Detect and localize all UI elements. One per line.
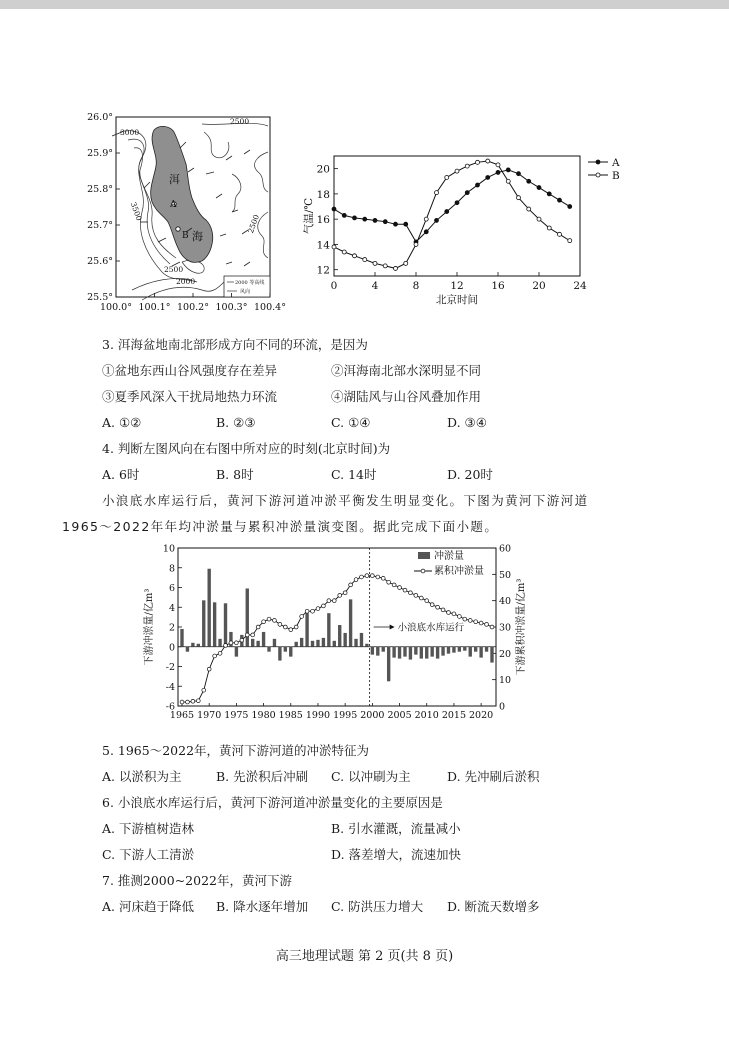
y-tick-label: 14 <box>316 239 330 252</box>
q6-option-d[interactable]: D. 落差增大，流速加快 <box>331 847 462 862</box>
cumulative-point <box>327 599 331 603</box>
legend-bar-swatch <box>418 552 430 559</box>
bar-1965 <box>180 629 183 647</box>
q3-item-3: ③夏季风深入干扰局地热力环流 <box>102 389 278 404</box>
data-point-b <box>568 239 572 243</box>
data-point-a <box>394 222 398 226</box>
cumulative-point <box>332 599 336 603</box>
bar-1966 <box>186 647 189 652</box>
annotation-label: 小浪底水库运行 <box>397 622 465 634</box>
legend-marker-a <box>596 160 600 164</box>
cumulative-point <box>419 596 423 600</box>
y2-axis-label: 下游累积冲淤量/亿m³ <box>516 578 527 676</box>
contour-label: 3500 <box>128 200 144 222</box>
cumulative-point <box>457 615 461 619</box>
lat-tick-label: 26.0° <box>87 112 113 123</box>
y-axis-label: 气温/℃ <box>303 197 315 235</box>
cumulative-point <box>376 575 380 579</box>
data-point-a <box>363 217 367 221</box>
data-point-a <box>445 210 449 214</box>
bar-1990 <box>316 640 319 647</box>
q7-stem: 7. 推测2000~2022年，黄河下游 <box>102 873 292 888</box>
q3-item-4: ④湖陆风与山谷风叠加作用 <box>331 389 482 404</box>
data-point-b <box>435 191 439 195</box>
cumulative-point <box>289 628 293 632</box>
bar-1986 <box>295 642 298 647</box>
bar-1979 <box>256 641 259 647</box>
bar-1980 <box>262 632 265 647</box>
q3-option-b[interactable]: B. ②③ <box>216 415 256 430</box>
cumulative-point <box>447 611 451 615</box>
cumulative-point <box>485 622 489 626</box>
cumulative-point <box>180 700 184 704</box>
cumulative-point <box>316 607 320 611</box>
x-tick-label: 2010 <box>414 710 439 721</box>
bar-1993 <box>333 641 336 647</box>
bar-1984 <box>284 647 287 652</box>
data-point-a <box>506 168 510 172</box>
plot-frame <box>334 156 580 276</box>
lon-tick-label: 100.4° <box>254 302 286 313</box>
legend-contour: 2000 等高线 <box>235 280 265 286</box>
data-point-b <box>517 196 521 200</box>
lon-tick-label: 100.1° <box>138 302 171 313</box>
cumulative-point <box>224 644 228 648</box>
bar-2000 <box>371 647 374 655</box>
cumulative-point <box>311 609 315 613</box>
data-point-a <box>465 191 469 195</box>
y-tick-label: 6 <box>168 583 175 594</box>
y-tick-label: 20 <box>316 163 330 176</box>
cumulative-point <box>234 641 238 645</box>
q5-option-c[interactable]: C. 以冲刷为主 <box>331 769 411 784</box>
cumulative-point <box>370 574 374 578</box>
lon-tick-label: 100.2° <box>177 302 209 313</box>
x-tick-label: 8 <box>412 280 420 292</box>
bar-2008 <box>414 647 417 655</box>
passage-line-2: 1965～2022年年均冲淤量与累积冲淤量演变图。据此完成下面小题。 <box>62 519 499 534</box>
q7-option-a[interactable]: A. 河床趋于降低 <box>102 899 194 914</box>
cumulative-point <box>278 622 282 626</box>
lat-tick-label: 25.9° <box>87 148 113 159</box>
q4-option-b[interactable]: B. 8时 <box>216 467 254 482</box>
x-tick-label: 1995 <box>333 710 358 721</box>
cumulative-point <box>349 583 353 587</box>
bar-2015 <box>452 647 455 653</box>
data-point-a <box>404 222 408 226</box>
x-tick-label: 4 <box>371 280 379 292</box>
y-tick-label: -2 <box>165 662 175 673</box>
y2-tick-label: 50 <box>499 569 512 581</box>
bar-2010 <box>425 647 428 659</box>
cumulative-point <box>354 578 358 582</box>
data-point-a <box>547 192 551 196</box>
cumulative-point <box>229 641 233 645</box>
q6-stem: 6. 小浪底水库运行后，黄河下游河道冲淤量变化的主要原因是 <box>102 795 443 810</box>
cumulative-point <box>186 700 190 704</box>
x-tick-label: 2000 <box>360 710 385 721</box>
data-point-a <box>568 205 572 209</box>
bar-2002 <box>382 647 385 652</box>
q4-option-d[interactable]: D. 20时 <box>447 467 493 482</box>
bar-1981 <box>267 647 270 652</box>
data-point-b <box>353 254 357 258</box>
legend-label-b: B <box>612 170 620 182</box>
y-tick-label: -6 <box>165 701 175 713</box>
x-tick-label: 16 <box>491 280 505 292</box>
q3-option-c[interactable]: C. ①④ <box>331 415 371 430</box>
y-tick-label: 0 <box>168 642 175 654</box>
y-tick-label: 2 <box>168 622 175 634</box>
y-tick-label: 10 <box>162 543 175 555</box>
x-axis-label: 北京时间 <box>436 294 478 306</box>
series-line-a <box>334 170 570 242</box>
q4-stem: 4. 判断左图风向在右图中所对应的时刻(北京时间)为 <box>102 441 391 456</box>
x-tick-label: 24 <box>573 280 587 292</box>
bar-1999 <box>365 644 368 647</box>
lat-tick-label: 25.7° <box>87 220 113 231</box>
legend-label-a: A <box>612 157 620 169</box>
q3-item-1: ①盆地东西山谷风强度存在差异 <box>102 363 278 378</box>
cumulative-point <box>398 586 402 590</box>
q4-option-a[interactable]: A. 6时 <box>102 467 140 482</box>
bar-1995 <box>343 633 346 647</box>
data-point-a <box>342 213 346 217</box>
lake-label-er: 洱 <box>169 173 180 186</box>
data-point-b <box>445 175 449 179</box>
x-tick-label: 0 <box>330 280 338 292</box>
bar-1967 <box>191 643 194 647</box>
cumulative-point <box>191 699 195 703</box>
cumulative-point <box>414 594 418 598</box>
q6-option-b[interactable]: B. 引水灌溉，流量减小 <box>331 821 461 836</box>
cumulative-point <box>381 576 385 580</box>
bar-1983 <box>278 647 281 661</box>
y-axis-label: 下游冲淤量/亿m³ <box>144 588 155 666</box>
legend-marker-b <box>596 173 600 177</box>
bar-2018 <box>469 647 472 657</box>
x-tick-label: 1965 <box>169 710 195 721</box>
data-point-b <box>373 261 377 265</box>
cumulative-point <box>468 619 472 623</box>
bar-1969 <box>202 600 205 646</box>
annotation-arrow-head <box>390 625 395 630</box>
x-tick-label: 2020 <box>469 710 494 721</box>
data-point-b <box>496 163 500 167</box>
data-point-a <box>383 220 387 224</box>
y2-tick-label: 60 <box>499 543 512 555</box>
data-point-b <box>383 264 387 268</box>
y2-tick-label: 40 <box>499 596 512 608</box>
data-point-b <box>342 250 346 254</box>
q7-option-b[interactable]: B. 降水逐年增加 <box>216 899 309 914</box>
cumulative-point <box>240 638 244 642</box>
cumulative-point <box>343 591 347 595</box>
data-point-b <box>424 217 428 221</box>
y-tick-label: 8 <box>168 563 175 575</box>
cumulative-point <box>262 620 266 624</box>
cumulative-point <box>479 621 483 625</box>
bar-1989 <box>311 641 314 647</box>
q3-option-a[interactable]: A. ①② <box>102 415 142 430</box>
cumulative-point <box>218 651 222 655</box>
data-point-a <box>517 172 521 176</box>
cumulative-point <box>430 603 434 607</box>
bar-1997 <box>354 639 357 647</box>
bar-2007 <box>409 647 412 660</box>
erhai-map <box>82 112 292 317</box>
lake-label-hai: 海 <box>192 230 203 243</box>
q6-option-c[interactable]: C. 下游人工清淤 <box>102 847 195 862</box>
x-tick-label: 2015 <box>441 710 467 721</box>
y2-tick-label: 10 <box>499 675 512 687</box>
x-tick-label: 2005 <box>387 710 412 721</box>
bar-1970 <box>208 569 211 647</box>
legend-line-label: 累积冲淤量 <box>434 566 484 577</box>
sediment-chart <box>140 540 540 725</box>
bar-1992 <box>327 613 330 647</box>
y-tick-label: -4 <box>165 681 175 693</box>
bar-1985 <box>289 647 292 657</box>
lat-tick-label: 25.6° <box>87 256 113 267</box>
x-tick-label: 1985 <box>278 710 303 721</box>
data-point-a <box>353 216 357 220</box>
q4-option-c[interactable]: C. 14时 <box>331 467 377 482</box>
cumulative-point <box>365 574 369 578</box>
cumulative-point <box>213 654 217 658</box>
legend-bar-label: 冲淤量 <box>434 551 464 562</box>
y2-tick-label: 30 <box>499 622 512 634</box>
data-point-a <box>496 170 500 174</box>
y-tick-label: 4 <box>168 602 175 614</box>
legend-line-marker <box>421 569 425 573</box>
bar-1996 <box>349 599 352 646</box>
q5-option-d[interactable]: D. 先冲刷后淤积 <box>447 769 540 784</box>
data-point-b <box>404 261 408 265</box>
data-point-a <box>476 183 480 187</box>
lat-tick-label: 25.5° <box>87 292 113 303</box>
cumulative-point <box>305 609 309 613</box>
bar-2003 <box>387 647 390 682</box>
x-tick-label: 1990 <box>305 710 331 721</box>
cumulative-point <box>251 633 255 637</box>
data-point-a <box>537 186 541 190</box>
bar-1998 <box>360 633 363 647</box>
cumulative-point <box>392 583 396 587</box>
cumulative-point <box>283 625 287 629</box>
cumulative-point <box>294 625 298 629</box>
cumulative-point <box>202 688 206 692</box>
data-point-a <box>527 179 531 183</box>
cumulative-point <box>196 699 200 703</box>
lon-tick-label: 100.3° <box>215 302 248 313</box>
y-tick-label: 12 <box>316 264 330 277</box>
q7-option-c[interactable]: C. 防洪压力增大 <box>331 899 424 914</box>
top-bar <box>0 0 729 9</box>
cumulative-point <box>322 604 326 608</box>
cumulative-point <box>360 575 364 579</box>
q5-option-a[interactable]: A. 以淤积为主 <box>102 769 182 784</box>
bar-1972 <box>218 639 221 647</box>
bar-1994 <box>338 625 341 647</box>
y2-tick-label: 20 <box>499 648 512 660</box>
lon-tick-label: 100.0° <box>100 302 132 313</box>
data-point-b <box>363 258 367 262</box>
bar-1968 <box>197 644 200 647</box>
cumulative-point <box>267 617 271 621</box>
contour-label: 2000 <box>176 277 196 286</box>
cumulative-point <box>273 619 277 623</box>
bar-1973 <box>224 603 227 646</box>
data-point-a <box>332 207 336 211</box>
bar-2001 <box>376 647 379 656</box>
x-tick-label: 1975 <box>224 710 249 721</box>
data-point-b <box>332 245 336 249</box>
series-line-b <box>334 161 570 268</box>
bar-2016 <box>458 647 461 652</box>
cumulative-point <box>338 594 342 598</box>
data-point-b <box>547 226 551 230</box>
x-tick-label: 20 <box>532 280 546 292</box>
passage-line-1: 小浪底水库运行后，黄河下游河道冲淤平衡发生明显变化。下图为黄河下游河道 <box>102 493 589 508</box>
data-point-b <box>558 232 562 236</box>
bar-2006 <box>403 647 406 657</box>
bar-2009 <box>420 647 423 659</box>
data-point-b <box>537 217 541 221</box>
q5-stem: 5. 1965～2022年，黄河下游河道的冲淤特征为 <box>102 743 370 758</box>
data-point-a <box>486 175 490 179</box>
y-tick-label: 16 <box>316 214 330 227</box>
contour-label: 3000 <box>120 128 140 137</box>
q3-item-2: ②洱海南北部水深明显不同 <box>331 363 482 378</box>
point-a-label: A <box>170 200 177 210</box>
data-point-b <box>465 164 469 168</box>
cumulative-point <box>436 605 440 609</box>
point-b-label: B <box>182 231 189 241</box>
data-point-b <box>476 160 480 164</box>
data-point-a <box>435 218 439 222</box>
cumulative-point <box>452 612 456 616</box>
bar-2014 <box>447 647 450 654</box>
cumulative-point <box>300 615 304 619</box>
data-point-a <box>424 230 428 234</box>
q7-option-d[interactable]: D. 断流天数增多 <box>447 899 540 914</box>
bar-2019 <box>474 647 477 652</box>
data-point-a <box>373 218 377 222</box>
legend-wind: 风向 <box>240 289 251 295</box>
bar-1978 <box>251 639 254 647</box>
contour-label: 2500 <box>230 117 250 126</box>
data-point-b <box>455 169 459 173</box>
y-tick-label: 18 <box>316 188 330 201</box>
bar-1991 <box>322 638 325 647</box>
cumulative-point <box>256 625 260 629</box>
data-point-b <box>486 159 490 163</box>
cumulative-point <box>207 667 211 671</box>
q6-option-a[interactable]: A. 下游植树造林 <box>102 821 194 836</box>
data-point-b <box>414 242 418 246</box>
page-footer: 高三地理试题 第 2 页(共 8 页) <box>275 949 454 964</box>
q3-option-d[interactable]: D. ③④ <box>447 415 487 430</box>
bar-2022 <box>490 647 493 663</box>
x-tick-label: 12 <box>450 280 464 292</box>
cumulative-point <box>474 620 478 624</box>
bar-1987 <box>300 638 303 647</box>
bar-2020 <box>479 647 482 658</box>
contour-label: 2500 <box>246 213 262 235</box>
lat-tick-label: 25.8° <box>87 184 113 195</box>
cumulative-point <box>403 588 407 592</box>
data-point-b <box>527 207 531 211</box>
cumulative-point <box>463 617 467 621</box>
bar-2017 <box>463 647 466 651</box>
x-tick-label: 1980 <box>251 710 276 721</box>
temperature-chart <box>296 148 636 308</box>
bar-2011 <box>430 647 433 657</box>
cumulative-point <box>425 599 429 603</box>
y2-tick-label: 0 <box>499 701 506 713</box>
data-point-a <box>455 201 459 205</box>
cumulative-point <box>441 608 445 612</box>
q3-stem: 3. 洱海盆地南北部形成方向不同的环流，是因为 <box>102 337 368 352</box>
data-point-a <box>558 198 562 202</box>
bar-2021 <box>485 647 488 652</box>
bar-1988 <box>305 613 308 647</box>
data-point-b <box>506 179 510 183</box>
bar-2012 <box>436 647 439 659</box>
data-point-b <box>394 266 398 270</box>
cumulative-point <box>409 591 413 595</box>
cumulative-point <box>245 633 249 637</box>
bar-1982 <box>273 639 276 647</box>
bar-2004 <box>392 647 395 658</box>
bar-1975 <box>235 647 238 657</box>
q5-option-b[interactable]: B. 先淤积后冲刷 <box>216 769 309 784</box>
x-tick-label: 1970 <box>197 710 222 721</box>
cumulative-point <box>387 580 391 584</box>
bar-2005 <box>398 647 401 659</box>
contour-label: 2500 <box>164 265 184 274</box>
bar-2013 <box>441 647 444 656</box>
bar-1971 <box>213 602 216 646</box>
bar-1977 <box>246 588 249 646</box>
cumulative-point <box>490 625 494 629</box>
cumulative-line <box>182 576 492 702</box>
